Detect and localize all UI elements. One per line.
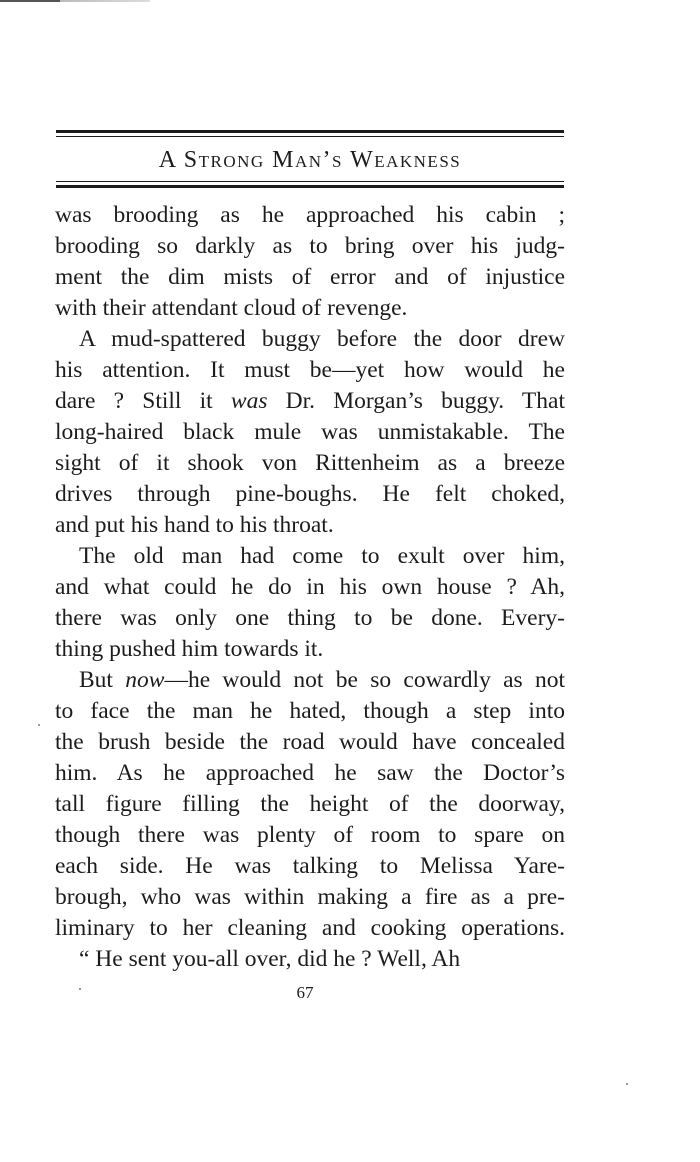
text-line: [55, 200, 565, 231]
text-run: each side. He was talking to Melissa Yare-: [55, 853, 565, 879]
text-line: [55, 293, 565, 324]
text-line: [55, 541, 565, 572]
running-head: A Strong Man’s Weakness: [158, 147, 462, 173]
text-run: drives through pine-boughs. He felt choked,: [55, 481, 565, 507]
text-line: [55, 882, 565, 913]
text-run: tall figure filling the height of the doorway,: [55, 791, 565, 817]
text-run: brooding so darkly as to bring over his judg-: [55, 233, 565, 259]
text-line: [55, 913, 565, 944]
text-run: was brooding as he approached his cabin ;: [55, 202, 565, 228]
text-line: [55, 789, 565, 820]
text-line: [55, 634, 565, 665]
text-run: thing pushed him towards it.: [55, 636, 324, 662]
italic-word: was: [230, 388, 268, 414]
italic-word: now: [125, 667, 165, 693]
text-line: [55, 262, 565, 293]
text-run: him. As he approached he saw the Doctor’s: [55, 760, 565, 786]
body-text: [55, 200, 565, 975]
text-run: “ He sent you-all over, did he ? Well, Ah: [79, 946, 461, 972]
text-line: [55, 231, 565, 262]
text-run: sight of it shook von Rittenheim as a breeze: [55, 450, 565, 476]
text-run: his attention. It must be—yet how would he: [55, 357, 565, 383]
text-line: [55, 603, 565, 634]
text-run: The old man had come to exult over him,: [79, 543, 565, 569]
header-rule-top-thin: [56, 136, 564, 137]
header-rule-top-thick: [56, 130, 564, 133]
header-rule-bottom-thick: [56, 185, 564, 188]
text-line: [55, 727, 565, 758]
text-run: dare ? Still it: [55, 388, 231, 414]
text-run: and what could he do in his own house ? Ah,: [55, 574, 565, 600]
text-line: [55, 417, 565, 448]
text-line: [55, 386, 565, 417]
text-line: [55, 479, 565, 510]
text-line: [55, 665, 565, 696]
text-run: and put his hand to his throat.: [55, 512, 334, 538]
text-run: —he would not be so cowardly as not: [164, 667, 565, 693]
text-line: [55, 696, 565, 727]
text-run: liminary to her cleaning and cooking operations.: [55, 915, 565, 941]
paper-speck: [38, 724, 40, 726]
header-rule-bottom-thin: [56, 181, 564, 182]
text-run: ment the dim mists of error and of injustice: [55, 264, 565, 290]
scan-edge-mark: [0, 0, 150, 2]
page-number: 67: [296, 983, 314, 1002]
text-run: A mud-spattered buggy before the door drew: [79, 326, 565, 352]
text-run: long-haired black mule was unmistakable. The: [55, 419, 565, 445]
text-line: [55, 758, 565, 789]
text-run: though there was plenty of room to spare on: [55, 822, 565, 848]
text-run: brough, who was within making a fire as a pre-: [55, 884, 565, 910]
text-run: to face the man he hated, though a step into: [55, 698, 565, 724]
paper-speck: [626, 1083, 628, 1085]
text-line: [55, 355, 565, 386]
text-run: Dr. Morgan’s buggy. That: [267, 388, 565, 414]
text-line: [55, 572, 565, 603]
text-run: the brush beside the road would have concealed: [55, 729, 565, 755]
text-line: [55, 324, 565, 355]
paper-speck: [79, 988, 81, 990]
text-run: with their attendant cloud of revenge.: [55, 295, 408, 321]
text-line: [55, 448, 565, 479]
text-line: [55, 510, 565, 541]
text-line: [55, 820, 565, 851]
text-line: [55, 944, 565, 975]
text-line: [55, 851, 565, 882]
text-run: But: [79, 667, 126, 693]
text-run: there was only one thing to be done. Every-: [55, 605, 565, 631]
